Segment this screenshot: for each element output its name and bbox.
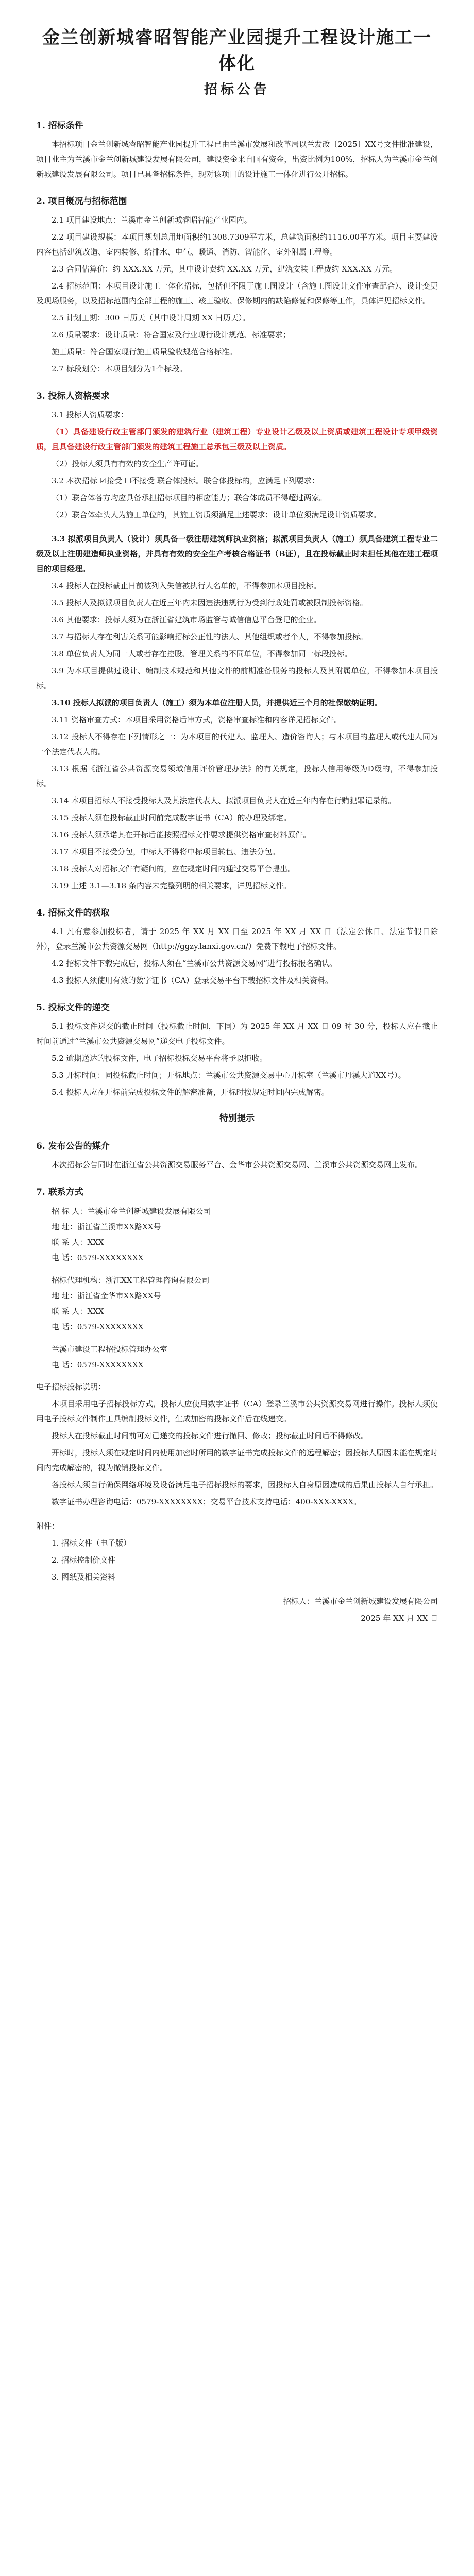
section-heading-4: 4. 招标文件的获取 [36,908,110,918]
paragraph: 3.11 资格审查方式：本项目采用资格后审方式，资格审查标准和内容详见招标文件。 [52,715,342,724]
highlighted-text: （1）具备建设行政主管部门颁发的建筑行业（建筑工程）专业设计乙级及以上资质或建筑工程设计专项甲级资质，且具备建设行政主管部门颁发的建筑工程施工总承包三级及以上资质。 [36,427,438,451]
contact-row: 地 址：浙江省金华市XX路XX号 [52,1291,161,1300]
announcement-document [36,25,438,1628]
underlined-text: 3.19 上述 3.1—3.18 条内容未完整列明的相关要求，详见招标文件。 [52,881,291,890]
paragraph: 5.3 开标时间：同投标截止时间；开标地点：兰溪市公共资源交易中心开标室（兰溪市丹溪大道XX号）。 [52,1071,406,1080]
paragraph: 本招标项目金兰创新城睿昭智能产业园提升工程已由兰溪市发展和改革局以兰发改〔2025〕XX号文件批准建设，项目业主为兰溪市金兰创新城建设发展有限公司，建设资金来自国有资金，出资比例为100%，招标人为兰溪市金兰创新城建设发展有限公司。项目已具备招标条件，现对该项目的设计施工一体化进行公开招标。 [36,140,438,179]
issue-date: 2025 年 XX 月 XX 日 [361,1614,438,1623]
paragraph: 3.8 单位负责人为同一人或者存在控股、管理关系的不同单位，不得参加同一标段投标。 [52,649,352,658]
paragraph: 施工质量：符合国家现行施工质量验收规范合格标准。 [52,347,238,357]
attachment-item: 1. 招标文件（电子版） [52,1538,131,1548]
paragraph: 3.12 投标人不得存在下列情形之一：为本项目的代建人、监理人、造价咨询人；与本项目的监理人或代建人同为一个法定代表人的。 [36,732,438,756]
contact-row: 电 话：0579-XXXXXXXX [52,1360,144,1369]
paragraph: 3.7 与招标人存在利害关系可能影响招标公正性的法人、其他组织或者个人，不得参加投标。 [52,632,368,641]
paragraph-highlight [36,878,438,893]
bold-text: 3.3 拟派项目负责人（设计）须具备一级注册建筑师执业资格；拟派项目负责人（施工）须具备建筑工程专业二级及以上注册建造师执业资格，并具有有效的安全生产考核合格证书（B证），且在投标截止时未担任其他在建工程项目的项目经理。 [36,534,438,573]
paragraph: 3.18 投标人对招标文件有疑问的，应在规定时间内通过交易平台提出。 [52,864,296,873]
contact-row: 招标代理机构：浙江XX工程管理咨询有限公司 [52,1276,210,1285]
paragraph: 数字证书办理咨询电话：0579-XXXXXXXX；交易平台技术支持电话：400-XXX-XXXX。 [52,1497,362,1506]
contact-block [52,1204,438,1372]
paragraph: 3.14 本项目招标人不接受投标人及其法定代表人、拟派项目负责人在近三年内存在行贿犯罪记录的。 [52,796,396,805]
attachment-item: 2. 招标控制价文件 [52,1555,116,1565]
section-heading-7: 7. 联系方式 [36,1187,83,1197]
section-heading-6: 6. 发布公告的媒介 [36,1141,110,1151]
paragraph: 各投标人须自行确保网络环境及设备满足电子招标投标的要求，因投标人自身原因造成的后果由投标人自行承担。 [52,1480,438,1489]
paragraph: 2.3 合同估算价：约 XXX.XX 万元，其中设计费约 XX.XX 万元，建筑安装工程费约 XXX.XX 万元。 [52,264,398,274]
paragraph: 本项目采用电子招标投标方式，投标人应使用数字证书（CA）登录兰溪市公共资源交易网进行操作。投标人须使用电子投标文件制作工具编制投标文件，生成加密的投标文件后在线递交。 [36,1399,438,1423]
paragraph: 3.1 投标人资质要求： [52,410,128,419]
paragraph: （1）联合体各方均应具备承担招标项目的相应能力；联合体成员不得超过两家。 [52,493,327,502]
document-subtitle: 招标公告 [204,82,270,97]
contact-row: 招 标 人：兰溪市金兰创新城建设发展有限公司 [52,1207,211,1216]
paragraph: 3.5 投标人及拟派项目负责人在近三年内未因违法违规行为受到行政处罚或被限制投标资格。 [52,598,368,607]
paragraph: （2）联合体牵头人为施工单位的，其施工资质须满足上述要求；设计单位须满足设计资质要求。 [52,510,381,519]
paragraph: 2.4 招标范围：本项目设计施工一体化招标，包括但不限于施工图设计（含施工图设计文件审查配合）、设计变更及现场服务，以及招标范围内全部工程的施工、竣工验收、保修期内的缺陷修复和保修等工作，具体详见招标文件。 [36,281,438,306]
paragraph: 3.16 投标人须承诺其在开标后能按照招标文件要求提供资格审查材料原件。 [52,830,311,839]
paragraph: 投标人在投标截止时间前可对已递交的投标文件进行撤回、修改；投标截止时间后不得修改。 [52,1431,369,1440]
paragraph: 5.4 投标人应在开标前完成投标文件的解密准备，开标时按规定时间内完成解密。 [52,1088,329,1097]
paragraph-highlight [36,696,438,710]
paragraph: 2.7 标段划分：本项目划分为1个标段。 [52,364,188,374]
contact-row: 联 系 人：XXX [52,1238,104,1247]
paragraph: 3.2 本次招标 ☑接受 ☐不接受 联合体投标。联合体投标的，应满足下列要求： [52,476,319,485]
attachment-item: 3. 图纸及相关资料 [52,1572,116,1582]
paragraph: 3.4 投标人在投标截止日前被列入失信被执行人名单的，不得参加本项目投标。 [52,581,321,590]
bold-text: 3.10 投标人拟派的项目负责人（施工）须为本单位注册人员，并提供近三个月的社保缴纳证明。 [52,698,382,707]
contact-row: 联 系 人：XXX [52,1307,104,1316]
paragraph: 2.5 计划工期：300 日历天（其中设计周期 XX 日历天）。 [52,313,250,323]
paragraph: 5.1 投标文件递交的截止时间（投标截止时间，下同）为 2025 年 XX 月 XX 日 09 时 30 分，投标人应在截止时间前通过“兰溪市公共资源交易网”递交电子投标文件。 [36,1022,438,1046]
section-heading-2: 2. 项目概况与招标范围 [36,196,127,207]
paragraph: 2.2 项目建设规模：本项目规划总用地面积约1308.7309平方米，总建筑面积约1116.00平方米。项目主要建设内容包括建筑改造、室内装修、给排水、电气、暖通、消防、智能化、室外附属工程等。 [36,232,438,257]
paragraph: 开标时，投标人须在规定时间内使用加密时所用的数字证书完成投标文件的远程解密；因投标人原因未能在规定时间内完成解密的，视为撤销投标文件。 [36,1448,438,1472]
paragraph: （2）投标人须具有有效的安全生产许可证。 [52,459,204,468]
paragraph-highlight [36,532,438,577]
paragraph: 3.15 投标人须在投标截止时间前完成数字证书（CA）的办理及绑定。 [52,813,292,822]
contact-row: 兰溪市建设工程招投标管理办公室 [52,1345,168,1354]
paragraph: 3.9 为本项目提供过设计、编制技术规范和其他文件的前期准备服务的投标人及其附属单位，不得参加本项目投标。 [36,666,438,690]
paragraph: 5.2 逾期送达的投标文件，电子招标投标交易平台将予以拒收。 [52,1054,267,1063]
section-heading-3: 3. 投标人资格要求 [36,391,110,401]
contact-row: 电 话：0579-XXXXXXXX [52,1322,144,1331]
section-heading-1: 1. 招标条件 [36,121,83,131]
paragraph: 2.1 项目建设地点：兰溪市金兰创新城睿昭智能产业园内。 [52,215,252,225]
document-title: 金兰创新城睿昭智能产业园提升工程设计施工一体化 [42,27,432,74]
paragraph: 3.6 其他要求：投标人须为在浙江省建筑市场监管与诚信信息平台登记的企业。 [52,615,321,624]
paragraph: 3.17 本项目不接受分包，中标人不得将中标项目转包、违法分包。 [52,847,280,856]
paragraph: 4.2 招标文件下载完成后，投标人须在“兰溪市公共资源交易网”进行投标报名确认。 [52,959,337,968]
paragraph: 3.13 根据《浙江省公共资源交易领域信用评价管理办法》的有关规定，投标人信用等级为D级的，不得参加投标。 [36,764,438,788]
special-note-heading: 特别提示 [219,1113,255,1124]
attachments-heading: 附件： [36,1521,60,1531]
paragraph: 本次招标公告同时在浙江省公共资源交易服务平台、金华市公共资源交易网、兰溪市公共资源交易网上发布。 [52,1160,423,1170]
issuer-line: 招标人：兰溪市金兰创新城建设发展有限公司 [283,1597,438,1606]
e-bidding-heading: 电子招标投标说明： [36,1382,106,1392]
paragraph-highlight [36,425,438,454]
paragraph: 4.3 投标人须使用有效的数字证书（CA）登录交易平台下载招标文件及相关资料。 [52,976,333,985]
contact-row: 电 话：0579-XXXXXXXX [52,1253,144,1262]
paragraph: 4.1 凡有意参加投标者，请于 2025 年 XX 月 XX 日至 2025 年 XX 月 XX 日（法定公休日、法定节假日除外），登录兰溪市公共资源交易网（http://ggzy.lanxi.gov.cn/）免费下载电子招标文件。 [36,927,438,951]
paragraph: 2.6 质量要求：设计质量：符合国家及行业现行设计规范、标准要求； [52,330,291,340]
section-heading-5: 5. 投标文件的递交 [36,1003,110,1013]
contact-row: 地 址：浙江省兰溪市XX路XX号 [52,1222,161,1231]
